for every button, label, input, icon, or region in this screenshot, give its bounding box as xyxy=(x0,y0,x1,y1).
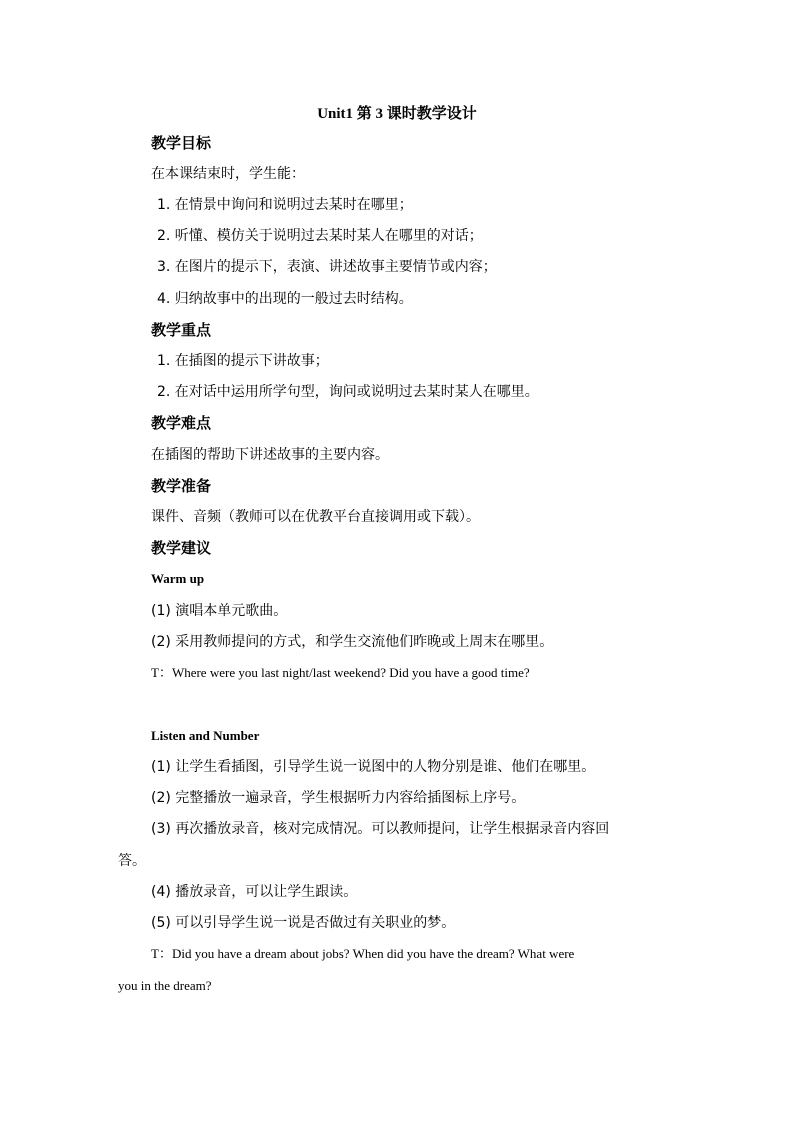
listen-dialog-line1: T：Did you have a dream about jobs? When did you have the dream? What were xyxy=(151,946,575,961)
warmup-heading: Warm up xyxy=(151,571,205,586)
objective-item: 1. 在情景中询问和说明过去某时在哪里； xyxy=(157,197,413,213)
preparation-heading: 教学准备 xyxy=(151,477,212,495)
key-points-heading: 教学重点 xyxy=(151,321,212,339)
warmup-dialog: T：Where were you last night/last weekend? Did you have a good time? xyxy=(151,665,530,680)
difficulty-text: 在插图的帮助下讲述故事的主要内容。 xyxy=(151,447,389,463)
objective-item: 4. 归纳故事中的出现的一般过去时结构。 xyxy=(157,291,413,307)
warmup-item: (2) 采用教师提问的方式，和学生交流他们昨晚或上周末在哪里。 xyxy=(151,634,554,650)
key-point-item: 2. 在对话中运用所学句型，询问或说明过去某时某人在哪里。 xyxy=(157,384,539,400)
listen-item-3-line1: (3) 再次播放录音，核对完成情况。可以教师提问，让学生根据录音内容回 xyxy=(151,821,610,837)
listen-item-5: (5) 可以引导学生说一说是否做过有关职业的梦。 xyxy=(151,915,456,931)
objective-item: 3. 在图片的提示下，表演、讲述故事主要情节或内容； xyxy=(157,259,497,275)
warmup-item: (1) 演唱本单元歌曲。 xyxy=(151,603,288,619)
objectives-intro: 在本课结束时，学生能： xyxy=(151,166,305,182)
key-point-item: 1. 在插图的提示下讲故事； xyxy=(157,353,329,369)
listen-item: (2) 完整播放一遍录音，学生根据听力内容给插图标上序号。 xyxy=(151,790,526,806)
objectives-heading: 教学目标 xyxy=(151,134,212,152)
suggestions-heading: 教学建议 xyxy=(151,539,212,557)
listen-item-3-line2: 答。 xyxy=(118,853,146,869)
page-title: Unit1 第 3 课时教学设计 xyxy=(317,106,477,122)
listen-item-4: (4) 播放录音，可以让学生跟读。 xyxy=(151,884,358,900)
listen-dialog-line2: you in the dream? xyxy=(118,978,212,993)
listen-item: (1) 让学生看插图，引导学生说一说图中的人物分别是谁、他们在哪里。 xyxy=(151,759,596,775)
objective-item: 2. 听懂、模仿关于说明过去某时某人在哪里的对话； xyxy=(157,228,483,244)
preparation-text: 课件、音频（教师可以在优教平台直接调用或下载）。 xyxy=(151,509,480,525)
listen-heading: Listen and Number xyxy=(151,728,260,743)
difficulty-heading: 教学难点 xyxy=(151,414,212,432)
